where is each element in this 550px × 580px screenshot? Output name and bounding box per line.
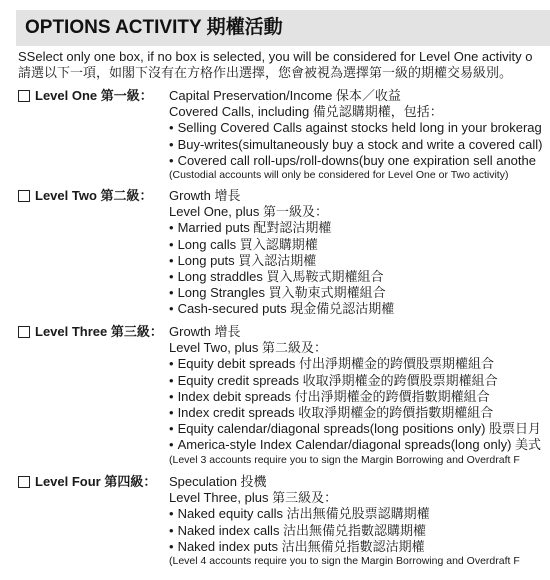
instructions [18, 49, 550, 80]
level-three-details [169, 324, 550, 467]
level-four-objective: Speculation 投機 [169, 474, 267, 489]
level-four-details [169, 474, 550, 568]
level-two-details [169, 188, 550, 318]
list-item: • Long calls 買入認購期權 [169, 237, 550, 253]
level-one-details [169, 88, 550, 182]
level-three-objective: Growth 增長 [169, 324, 241, 339]
list-item: • Married puts 配對認沽期權 [169, 220, 550, 236]
level-one-note: (Custodial accounts will only be considered for Level One or Two activity) [169, 169, 509, 182]
level-four-note: (Level 4 accounts require you to sign the Margin Borrowing and Overdraft F [169, 555, 520, 568]
list-item: • Index credit spreads 收取淨期權金的跨價指數期權組合 [169, 405, 550, 421]
list-item: • Naked equity calls 沽出無備兑股票認購期權 [169, 506, 550, 522]
section-title: OPTIONS ACTIVITY 期權活動 [16, 10, 550, 46]
level-three-note: (Level 3 accounts require you to sign the Margin Borrowing and Overdraft F [169, 453, 520, 466]
level-one-objective: Capital Preservation/Income 保本／收益 [169, 88, 401, 103]
list-item: • Long puts 買入認沽期權 [169, 253, 550, 269]
instructions-english: SSelect only one box, if no box is selected, you will be considered for Level One activity o [18, 49, 533, 64]
list-item: • Cash-secured puts 現金備兑認沽期權 [169, 301, 550, 317]
level-two-checkbox[interactable] [18, 190, 30, 202]
list-item: • Naked index calls 沽出無備兑指數認購期權 [169, 523, 550, 539]
level-three-intro: Level Two, plus 第二級及： [169, 340, 327, 356]
list-item: • Long straddles 買入馬鞍式期權組合 [169, 269, 550, 285]
list-item: • Covered call roll-ups/roll-downs(buy one expiration sell anothe [169, 153, 550, 169]
list-item: • Equity debit spreads 付出淨期權金的跨價股票期權組合 [169, 356, 550, 372]
list-item: • Index debit spreads 付出淨期權金的跨價指數期權組合 [169, 389, 550, 405]
level-one-checkbox[interactable] [18, 90, 30, 102]
level-four-label: Level Four 第四級： [35, 474, 157, 489]
level-two-intro: Level One, plus 第一級及： [169, 204, 328, 220]
level-one-label: Level One 第一級： [35, 88, 153, 103]
list-item: • Long Strangles 買入勒束式期權組合 [169, 285, 550, 301]
instructions-chinese: 請選以下一項，如閣下沒有在方格作出選擇，您會被視為選擇第一級的期權交易級別。 [18, 64, 513, 80]
list-item: • Naked index puts 沽出無備兑指數認沽期權 [169, 539, 550, 555]
level-two-label: Level Two 第二級： [35, 188, 153, 203]
level-four-checkbox[interactable] [18, 476, 30, 488]
list-item: • Selling Covered Calls against stocks held long in your brokerag [169, 120, 550, 136]
list-item: • America-style Index Calendar/diagonal spreads(long only) 美式 [169, 437, 550, 453]
list-item: • Buy-writes(simultaneously buy a stock and write a covered call) [169, 137, 550, 153]
level-three-checkbox[interactable] [18, 326, 30, 338]
level-two-objective: Growth 增長 [169, 188, 241, 203]
list-item: • Equity credit spreads 收取淨期權金的跨價股票期權組合 [169, 373, 550, 389]
list-item: • Equity calendar/diagonal spreads(long positions only) 股票日月 [169, 421, 550, 437]
level-one-intro: Covered Calls, including 備兑認購期權，包括： [169, 104, 443, 120]
level-three-label: Level Three 第三級： [35, 324, 163, 339]
level-four-intro: Level Three, plus 第三級及： [169, 490, 338, 506]
